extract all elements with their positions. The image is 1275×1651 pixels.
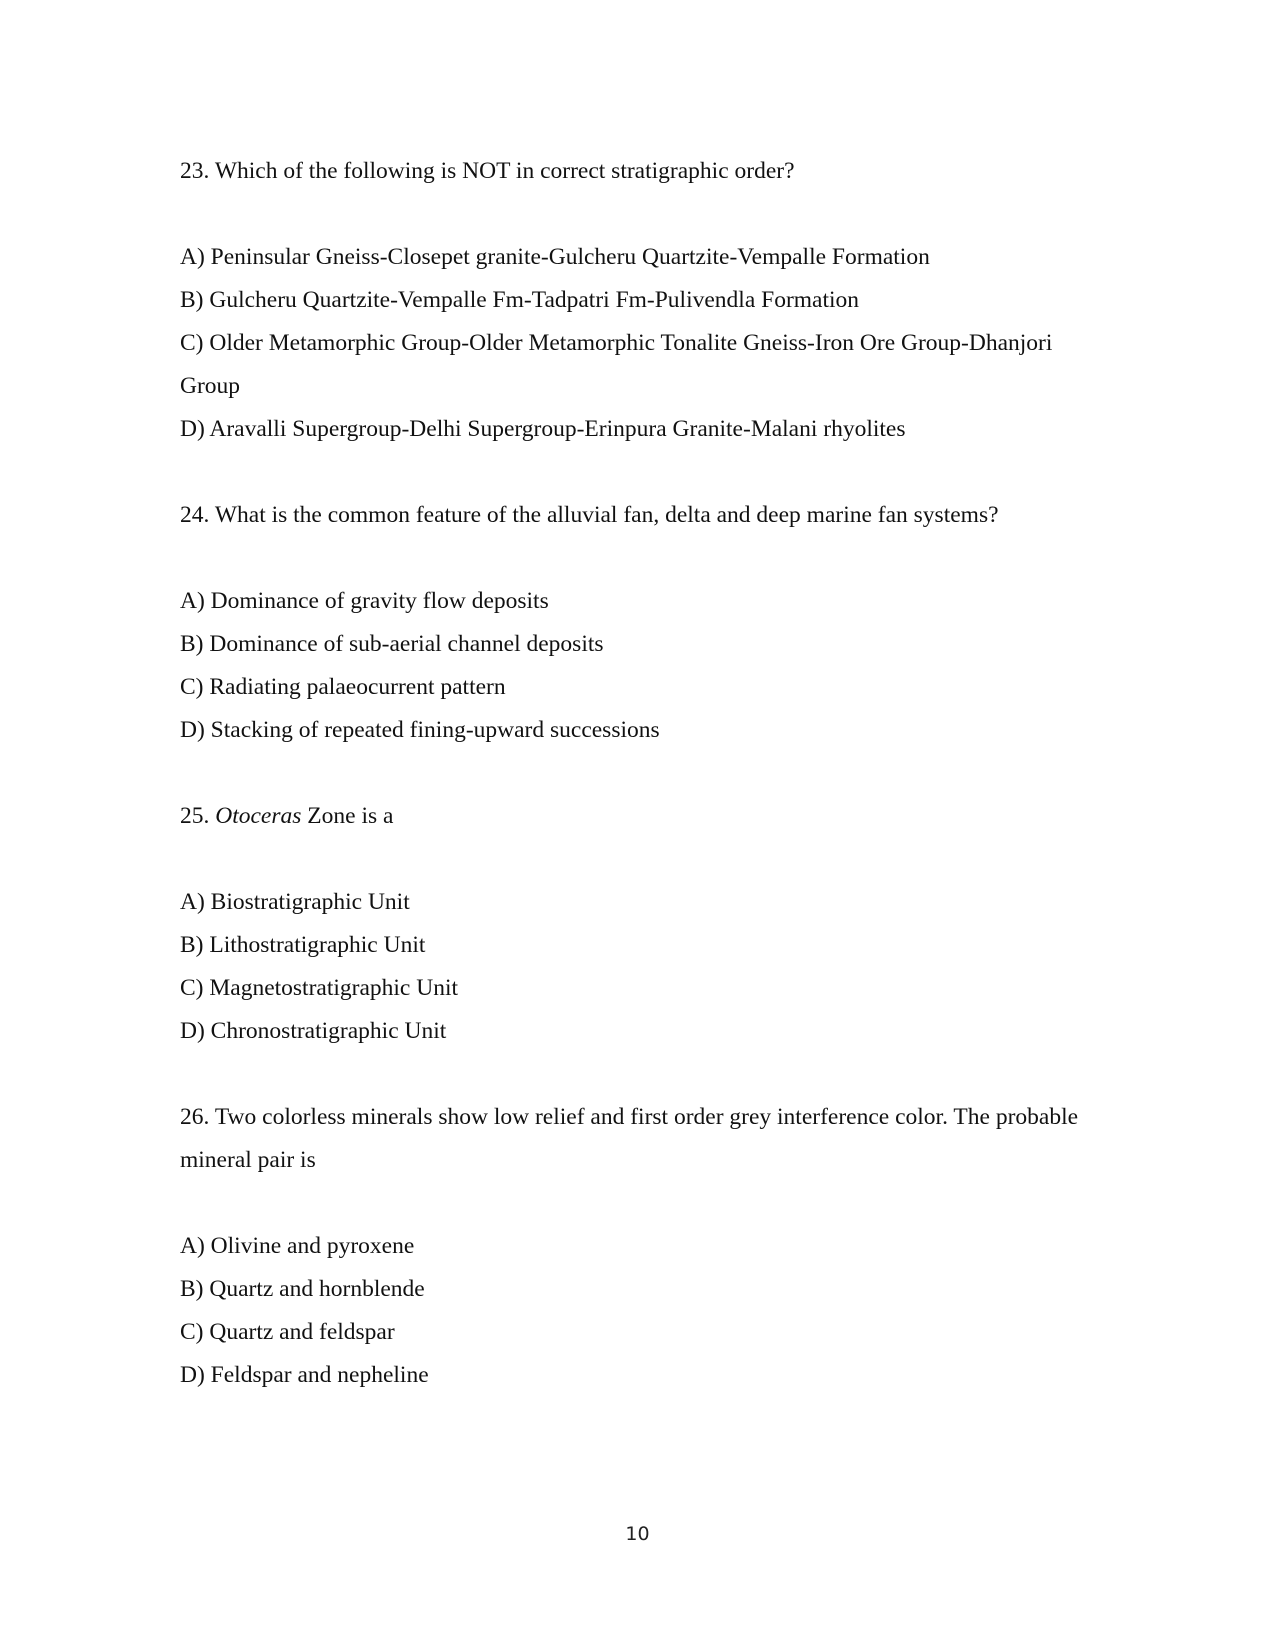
question-24	[180, 494, 1080, 752]
option-a: A) Olivine and pyroxene	[180, 1233, 415, 1259]
option-d: D) Feldspar and nepheline	[180, 1362, 429, 1388]
option-a: A) Dominance of gravity flow deposits	[180, 588, 549, 614]
question-text: Two colorless minerals show low relief and first order grey interference color. The probable mineral pair is	[180, 1104, 1079, 1173]
question-number: 25.	[180, 803, 210, 829]
option-b: B) Dominance of sub-aerial channel deposits	[180, 631, 604, 657]
option-c: C) Radiating palaeocurrent pattern	[180, 674, 506, 700]
option-list	[180, 1225, 1080, 1397]
option-list	[180, 580, 1080, 752]
option-c: C) Older Metamorphic Group-Older Metamorphic Tonalite Gneiss-Iron Ore Group-Dhanjori Group	[180, 330, 1053, 399]
question-stem	[180, 150, 1080, 193]
option-d: D) Aravalli Supergroup-Delhi Supergroup-Erinpura Granite-Malani rhyolites	[180, 416, 906, 442]
question-stem	[180, 795, 1080, 838]
page-number: 10	[625, 1523, 650, 1545]
question-26	[180, 1096, 1080, 1397]
option-a: A) Biostratigraphic Unit	[180, 889, 410, 915]
question-stem	[180, 494, 1080, 537]
question-23	[180, 150, 1080, 451]
option-d: D) Stacking of repeated fining-upward successions	[180, 717, 660, 743]
option-b: B) Lithostratigraphic Unit	[180, 932, 426, 958]
question-text: Zone is a	[307, 803, 394, 829]
question-number: 23.	[180, 158, 210, 184]
question-list	[180, 150, 1080, 1397]
option-d: D) Chronostratigraphic Unit	[180, 1018, 447, 1044]
option-list	[180, 236, 1080, 451]
option-c: C) Magnetostratigraphic Unit	[180, 975, 459, 1001]
genus-name: Otoceras	[215, 803, 302, 829]
question-number: 26.	[180, 1104, 210, 1130]
question-text: Which of the following is NOT in correct stratigraphic order?	[214, 158, 795, 184]
option-b: B) Gulcheru Quartzite-Vempalle Fm-Tadpatri Fm-Pulivendla Formation	[180, 287, 860, 313]
option-list	[180, 881, 1080, 1053]
option-c: C) Quartz and feldspar	[180, 1319, 395, 1345]
question-text: What is the common feature of the alluvial fan, delta and deep marine fan systems?	[214, 502, 999, 528]
option-a: A) Peninsular Gneiss-Closepet granite-Gulcheru Quartzite-Vempalle Formation	[180, 244, 930, 270]
option-b: B) Quartz and hornblende	[180, 1276, 425, 1302]
question-number: 24.	[180, 502, 210, 528]
question-25	[180, 795, 1080, 1053]
question-stem	[180, 1096, 1080, 1182]
